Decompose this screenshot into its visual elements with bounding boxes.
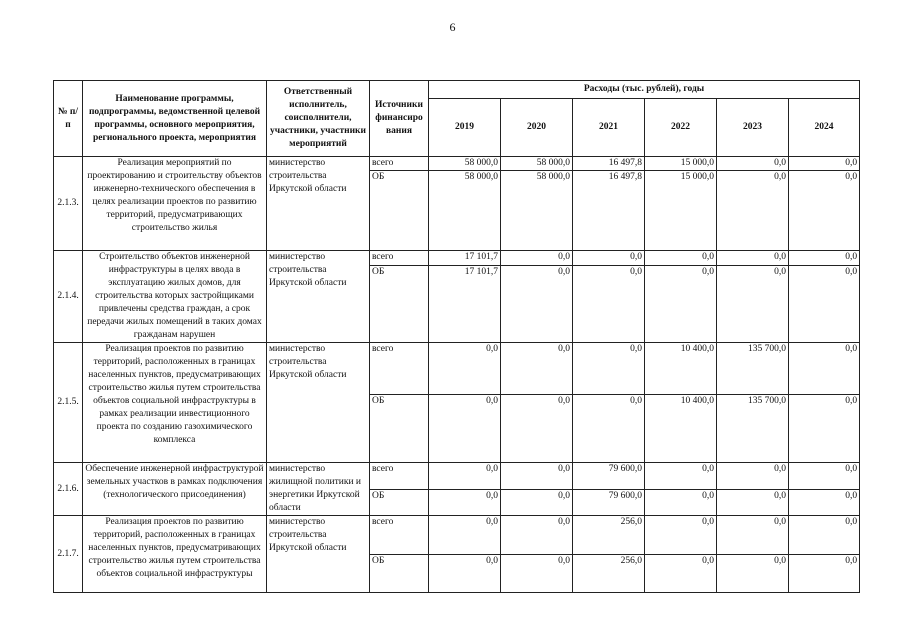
- row-value: 0,0: [429, 343, 501, 395]
- row-value: 0,0: [717, 157, 789, 171]
- row-number: 2.1.3.: [54, 157, 83, 251]
- row-value: 58 000,0: [429, 171, 501, 251]
- row-value: 0,0: [645, 555, 717, 593]
- row-value: 0,0: [429, 463, 501, 490]
- row-value: 79 600,0: [573, 489, 645, 516]
- row-responsible: министерство жилищной политики и энергетики Иркутской области: [267, 463, 370, 516]
- header-expenses: Расходы (тыс. рублей), годы: [429, 81, 860, 99]
- row-value: 0,0: [789, 171, 860, 251]
- row-source: ОБ: [370, 171, 429, 251]
- row-responsible: министерство строительства Иркутской области: [267, 251, 370, 343]
- row-value: 0,0: [573, 265, 645, 342]
- row-value: 16 497,8: [573, 157, 645, 171]
- row-value: 0,0: [573, 251, 645, 266]
- header-source: Источники финансиро вания: [370, 81, 429, 157]
- header-program-name: Наименование программы, подпрограммы, ведомственной целевой программы, основного мероприятия, регионального проекта, мероприятия: [83, 81, 267, 157]
- table-row: [54, 251, 860, 266]
- row-value: 58 000,0: [501, 157, 573, 171]
- row-value: 0,0: [789, 251, 860, 266]
- row-value: 58 000,0: [501, 171, 573, 251]
- row-value: 0,0: [717, 463, 789, 490]
- row-source: всего: [370, 251, 429, 266]
- row-source: ОБ: [370, 489, 429, 516]
- row-value: 0,0: [717, 516, 789, 555]
- header-year: 2019: [429, 99, 501, 157]
- row-value: 17 101,7: [429, 265, 501, 342]
- row-value: 0,0: [429, 489, 501, 516]
- row-value: 10 400,0: [645, 395, 717, 463]
- row-value: 0,0: [645, 463, 717, 490]
- row-responsible: министерство строительства Иркутской области: [267, 516, 370, 593]
- row-value: 0,0: [789, 463, 860, 490]
- row-value: 79 600,0: [573, 463, 645, 490]
- row-value: 0,0: [429, 516, 501, 555]
- row-value: 58 000,0: [429, 157, 501, 171]
- row-value: 0,0: [429, 555, 501, 593]
- row-value: 0,0: [501, 516, 573, 555]
- row-value: 0,0: [645, 489, 717, 516]
- row-value: 135 700,0: [717, 343, 789, 395]
- row-value: 0,0: [717, 171, 789, 251]
- row-value: 0,0: [501, 463, 573, 490]
- row-number: 2.1.6.: [54, 463, 83, 516]
- row-program-name: Реализация проектов по развитию территорий, расположенных в границах населенных пунктов, предусматривающих строительство жилья путем строительства объектов социальной инфраструктуры: [83, 516, 267, 593]
- row-program-name: Строительство объектов инженерной инфраструктуры в целях ввода в эксплуатацию жилых домов, для строительства которых застройщиками привлечены средства граждан, а срок передачи жилых помещений в таких домах гражданам нарушен: [83, 251, 267, 343]
- row-value: 0,0: [501, 395, 573, 463]
- table-row: [54, 157, 860, 171]
- row-value: 0,0: [573, 395, 645, 463]
- row-value: 0,0: [717, 251, 789, 266]
- row-value: 0,0: [789, 395, 860, 463]
- row-source: ОБ: [370, 265, 429, 342]
- row-value: 10 400,0: [645, 343, 717, 395]
- header-responsible: Ответственный исполнитель, соисполнители, участники, участники мероприятий: [267, 81, 370, 157]
- row-value: 0,0: [501, 265, 573, 342]
- row-value: 0,0: [789, 555, 860, 593]
- row-value: 256,0: [573, 516, 645, 555]
- row-value: 0,0: [501, 343, 573, 395]
- row-value: 0,0: [789, 265, 860, 342]
- header-number: № п/п: [54, 81, 83, 157]
- row-source: всего: [370, 516, 429, 555]
- row-value: 0,0: [501, 251, 573, 266]
- row-value: 0,0: [573, 343, 645, 395]
- table-row: [54, 516, 860, 555]
- row-value: 0,0: [717, 489, 789, 516]
- row-value: 0,0: [501, 555, 573, 593]
- row-value: 0,0: [645, 251, 717, 266]
- row-value: 0,0: [789, 516, 860, 555]
- row-value: 256,0: [573, 555, 645, 593]
- row-value: 0,0: [429, 395, 501, 463]
- row-value: 0,0: [645, 265, 717, 342]
- row-responsible: министерство строительства Иркутской области: [267, 343, 370, 463]
- row-value: 0,0: [645, 516, 717, 555]
- row-number: 2.1.4.: [54, 251, 83, 343]
- row-value: 135 700,0: [717, 395, 789, 463]
- row-value: 17 101,7: [429, 251, 501, 266]
- header-year: 2021: [573, 99, 645, 157]
- row-source: всего: [370, 343, 429, 395]
- row-program-name: Реализация мероприятий по проектированию и строительству объектов инженерно-технического обеспечения в целях реализации проектов по развитию территорий, предусматривающих строительство жилья: [83, 157, 267, 251]
- header-year: 2023: [717, 99, 789, 157]
- row-value: 0,0: [789, 489, 860, 516]
- row-value: 15 000,0: [645, 157, 717, 171]
- row-value: 0,0: [717, 265, 789, 342]
- budget-table: [53, 80, 860, 593]
- header-year: 2024: [789, 99, 860, 157]
- header-year: 2022: [645, 99, 717, 157]
- row-source: всего: [370, 463, 429, 490]
- row-number: 2.1.7.: [54, 516, 83, 593]
- table-row: [54, 463, 860, 490]
- row-source: ОБ: [370, 395, 429, 463]
- row-source: всего: [370, 157, 429, 171]
- row-program-name: Обеспечение инженерной инфраструктурой земельных участков в рамках подключения (технологического присоединения): [83, 463, 267, 516]
- page-number: 6: [449, 20, 456, 34]
- row-value: 16 497,8: [573, 171, 645, 251]
- row-value: 0,0: [789, 157, 860, 171]
- row-value: 0,0: [501, 489, 573, 516]
- row-source: ОБ: [370, 555, 429, 593]
- row-value: 0,0: [789, 343, 860, 395]
- header-year: 2020: [501, 99, 573, 157]
- row-value: 15 000,0: [645, 171, 717, 251]
- row-value: 0,0: [717, 555, 789, 593]
- row-number: 2.1.5.: [54, 343, 83, 463]
- table-row: [54, 343, 860, 395]
- row-responsible: министерство строительства Иркутской области: [267, 157, 370, 251]
- row-program-name: Реализация проектов по развитию территорий, расположенных в границах населенных пунктов, предусматривающих строительство жилья путем строительства объектов социальной инфраструктуры в рамках реализации инвестиционного проекта по созданию газохимического комплекса: [83, 343, 267, 463]
